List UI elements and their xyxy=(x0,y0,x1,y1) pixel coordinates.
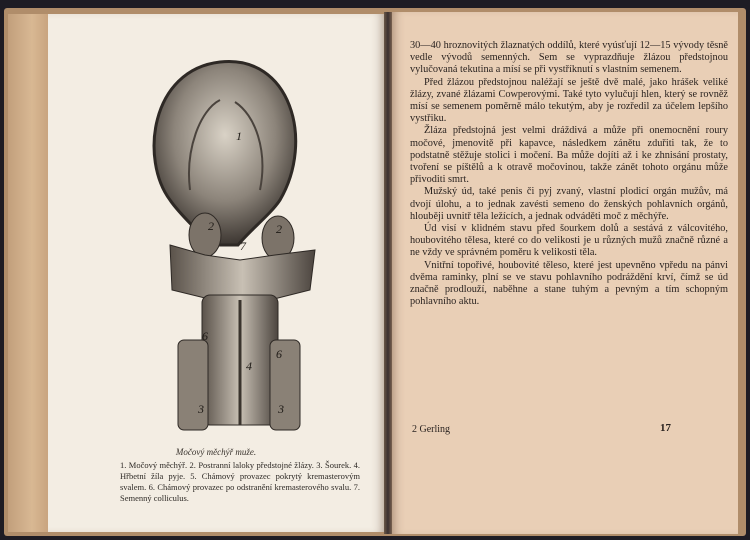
signature-mark: 2 Gerling xyxy=(412,424,451,435)
body-text xyxy=(410,40,728,308)
anatomical-illustration xyxy=(110,40,335,440)
figure-label: 6 xyxy=(202,329,208,343)
paragraph: 30—40 hroznovitých žlaznatých oddílů, které vyúsťují 12—15 vývody těsně vedle vývodů semenných. Sem se vyprazdňuje žlázou předstojnou vylučovaná tekutina a mísí se při vystříknutí s vlastním semenem. xyxy=(410,40,728,76)
page-edges xyxy=(8,14,48,532)
page-number: 17 xyxy=(660,422,671,434)
paragraph: Před žlázou předstojnou naléžají se ještě dvě malé, jako hrášek veliké žlázy, zvané žlázami Cowperovými. Také tyto vylučují hlen, který se rovněž mísí se semenem poměrně málo tekutým, aby je rozředil za účelem lepšího vystřiku. xyxy=(410,76,728,125)
figure-label: 2 xyxy=(208,219,214,233)
figure-label: 3 xyxy=(278,402,284,416)
paragraph: Mužský úd, také penis či pyj zvaný, vlastní plodicí orgán mužův, má dvojí úlohu, a to jednak zavésti semeno do ženských pohlavních orgánů, hlouběji uvnitř těla ležících, a jednak odváděti moč z měchýře. xyxy=(410,186,728,222)
figure-label: 4 xyxy=(246,359,252,373)
figure-label: 6 xyxy=(276,347,282,361)
book-gutter xyxy=(384,12,392,534)
figure-caption-title: Močový měchýř muže. xyxy=(175,447,257,457)
spermatic-cords xyxy=(170,245,315,302)
figure-label: 3 xyxy=(198,402,204,416)
figure-label: 2 xyxy=(276,222,282,236)
paragraph: Žláza předstojná jest velmi dráždivá a může při onemocnění roury močové, jmenovitě při kapavce, následkem zánětu zduřiti tak, že to podstatně stěžuje stolici i močení. Ba může dojíti až i ke zhnisání prostaty, tvoření se píštělů a k otravě močovinou, takže zánět tohoto orgánu může přivoditi smrt. xyxy=(410,125,728,186)
figure-label: 1 xyxy=(236,129,242,143)
prostate-lobe-left xyxy=(189,213,221,257)
paragraph: Vnitřní topořivé, houbovité těleso, které jest upevněno vpředu na pánvi dvěma raminky, plní se ve stavu pohlavního podráždění krví, čímž se úd značně prodlouží, naběhne a stane tuhým a pevným a tím schopným pohlavního aktu. xyxy=(410,259,728,308)
figure-caption: 1. Močový měchýř. 2. Postranní laloky předstojné žlázy. 3. Šourek. 4. Hřbetní žíla pyje. 5. Chámový provazec pokrytý kremasterovým svalem. 6. Chámový provazec po odstranění kremasterového svalu. 7. Semenný colliculus. xyxy=(120,460,360,503)
paragraph: Úd visí v klidném stavu před šourkem dolů a sestává z válcovitého, houbovitého tělesa, které co do velikosti je u různých mužů značně různé a ne vždy ve správném poměru k velikosti těla. xyxy=(410,223,728,259)
figure-label: 7 xyxy=(240,239,246,253)
